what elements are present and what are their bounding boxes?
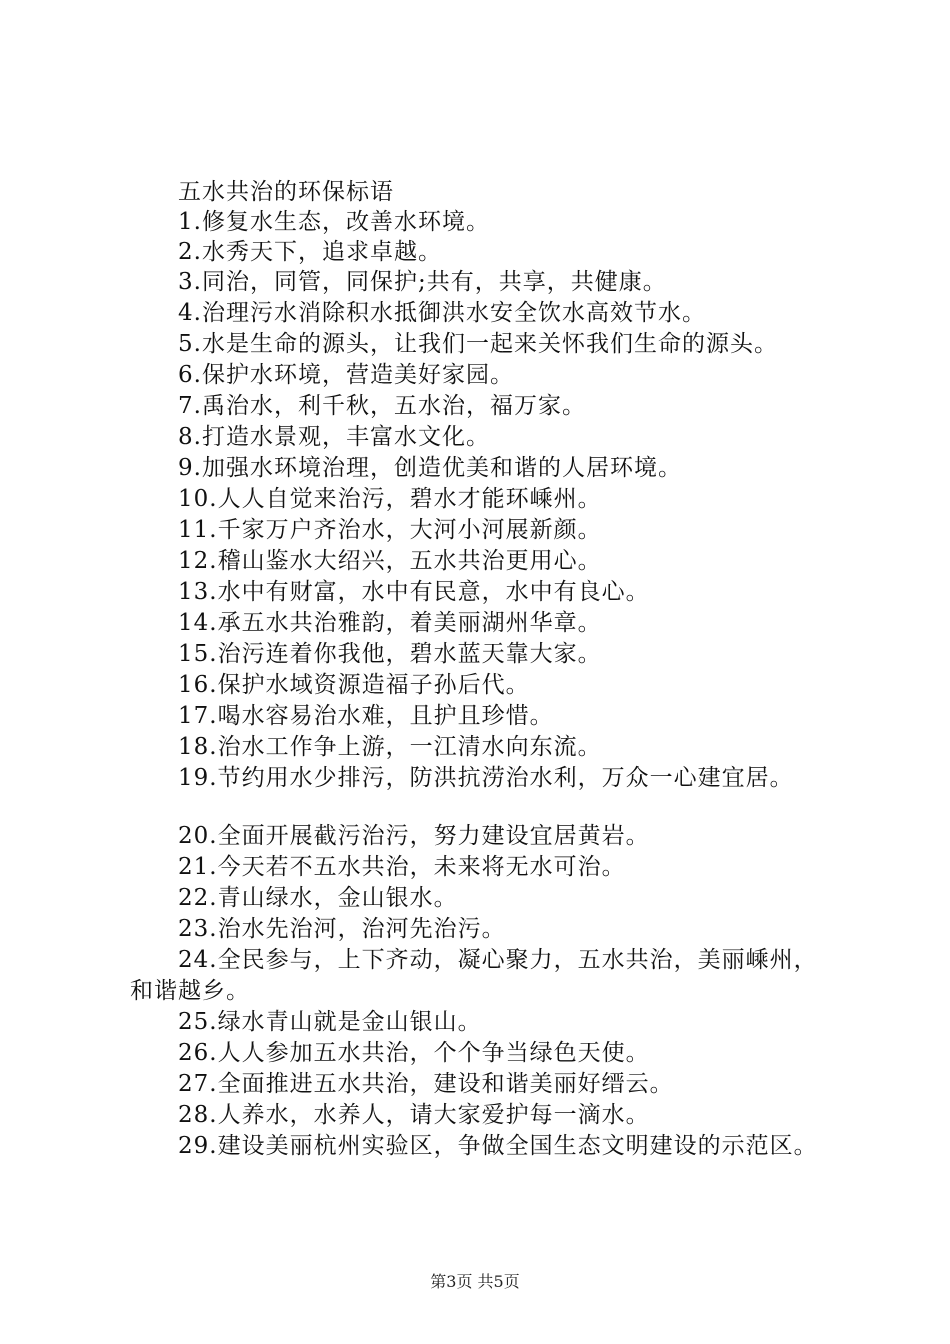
page-footer: 第3页 共5页 <box>430 1272 520 1291</box>
slogan-item-23: 23.治水先治河，治河先治污。 <box>178 916 506 942</box>
slogan-item-25: 25.绿水青山就是金山银山。 <box>178 1009 482 1035</box>
slogan-item-15: 15.治污连着你我他，碧水蓝天靠大家。 <box>178 641 602 667</box>
slogan-item-12: 12.稽山鉴水大绍兴，五水共治更用心。 <box>178 548 602 574</box>
slogan-item-21: 21.今天若不五水共治，未来将无水可治。 <box>178 854 626 880</box>
slogan-item-5: 5.水是生命的源头，让我们一起来关怀我们生命的源头。 <box>178 331 778 357</box>
slogan-item-18: 18.治水工作争上游，一江清水向东流。 <box>178 734 602 760</box>
slogan-item-11: 11.千家万户齐治水，大河小河展新颜。 <box>178 517 602 543</box>
slogan-item-19: 19.节约用水少排污，防洪抗涝治水利，万众一心建宜居。 <box>178 765 794 791</box>
slogan-item-13: 13.水中有财富，水中有民意，水中有良心。 <box>178 579 650 605</box>
slogan-item-24-continued: 和谐越乡。 <box>130 978 250 1004</box>
slogan-item-26: 26.人人参加五水共治，个个争当绿色天使。 <box>178 1040 650 1066</box>
slogan-item-2: 2.水秀天下，追求卓越。 <box>178 239 442 265</box>
slogan-item-17: 17.喝水容易治水难，且护且珍惜。 <box>178 703 554 729</box>
slogan-item-6: 6.保护水环境，营造美好家园。 <box>178 362 514 388</box>
slogan-item-27: 27.全面推进五水共治，建设和谐美丽好缙云。 <box>178 1071 674 1097</box>
slogan-item-29: 29.建设美丽杭州实验区，争做全国生态文明建设的示范区。 <box>178 1133 818 1159</box>
slogan-item-14: 14.承五水共治雅韵，着美丽湖州华章。 <box>178 610 602 636</box>
slogan-item-28: 28.人养水，水养人，请大家爱护每一滴水。 <box>178 1102 650 1128</box>
slogan-item-1: 1.修复水生态，改善水环境。 <box>178 209 490 235</box>
slogan-item-10: 10.人人自觉来治污，碧水才能环嵊州。 <box>178 486 602 512</box>
slogan-item-3: 3.同治，同管，同保护;共有，共享，共健康。 <box>178 269 667 295</box>
slogan-item-16: 16.保护水域资源造福子孙后代。 <box>178 672 530 698</box>
document-title: 五水共治的环保标语 <box>178 179 394 205</box>
slogan-item-24: 24.全民参与，上下齐动，凝心聚力，五水共治，美丽嵊州， <box>178 947 818 973</box>
slogan-item-7: 7.禹治水，利千秋，五水治，福万家。 <box>178 393 586 419</box>
slogan-item-8: 8.打造水景观，丰富水文化。 <box>178 424 490 450</box>
slogan-item-20: 20.全面开展截污治污，努力建设宜居黄岩。 <box>178 823 650 849</box>
slogan-item-9: 9.加强水环境治理，创造优美和谐的人居环境。 <box>178 455 682 481</box>
slogan-item-22: 22.青山绿水，金山银水。 <box>178 885 458 911</box>
slogan-item-4: 4.治理污水消除积水抵御洪水安全饮水高效节水。 <box>178 300 706 326</box>
